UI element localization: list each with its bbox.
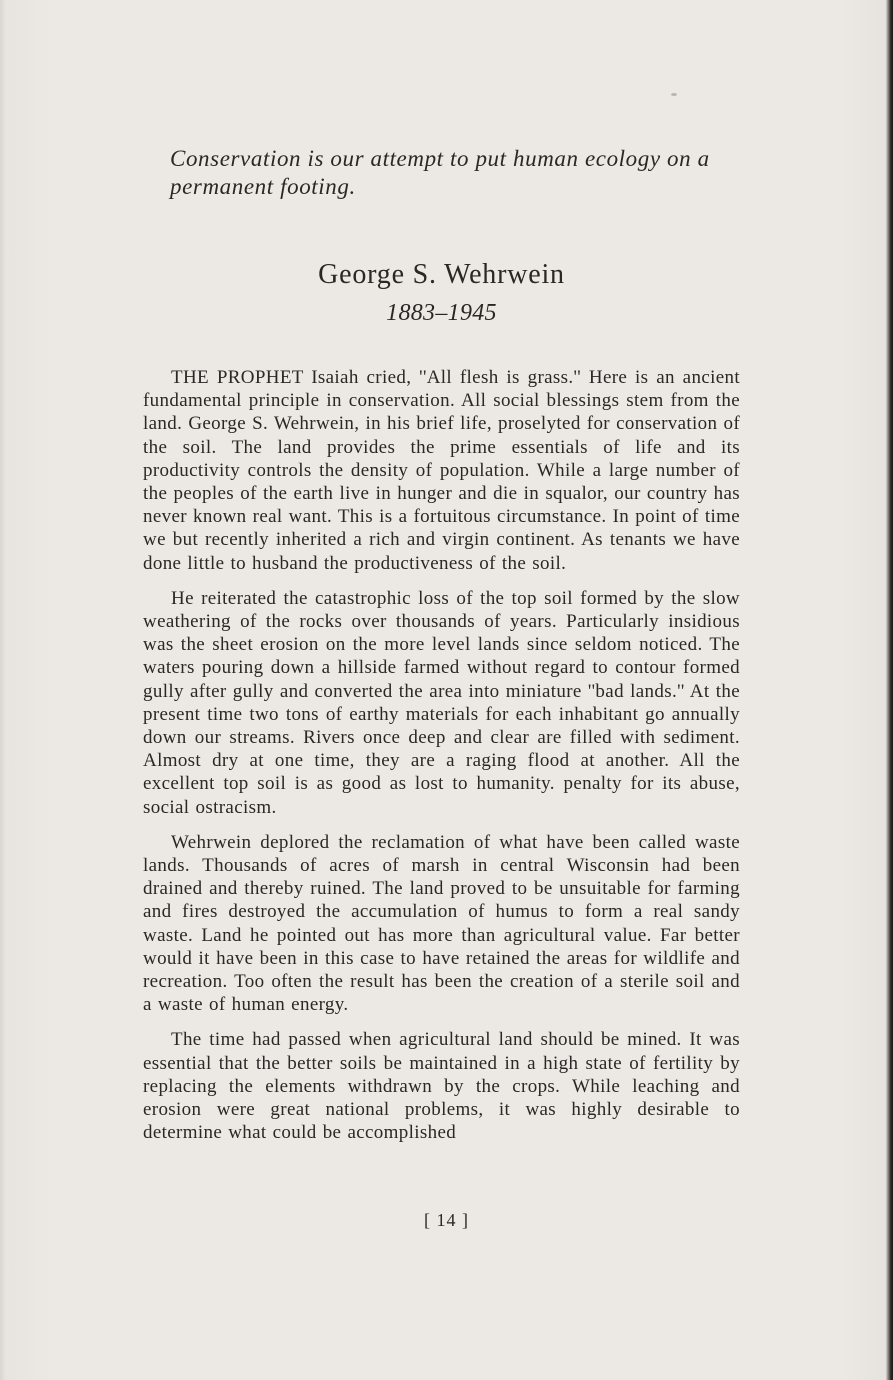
page-left-edge (0, 0, 6, 1380)
page-right-edge (886, 0, 893, 1380)
page-content (143, 140, 740, 1157)
biography-dates: 1883–1945 (386, 300, 497, 326)
biography-name: George S. Wehrwein (318, 259, 565, 290)
paragraph: THE PROPHET Isaiah cried, ''All flesh is grass.'' Here is an ancient fundamental principle in conservation. All social blessings stem from the land. George S. Wehrwein, in his brief life, proselyted for conservation of the soil. The land provides the prime essentials of life and its productivity controls the density of population. While a large number of the peoples of the earth live in hunger and die in squalor, our country has never known real want. This is a fortuitous circumstance. In point of time we but recently inherited a rich and virgin continent. As tenants we have done little to husband the productiveness of the soil. (143, 367, 740, 574)
paragraph: He reiterated the catastrophic loss of the top soil formed by the slow weathering of the rocks over thousands of years. Particularly insidious was the sheet erosion on the more level lands since seldom noticed. The waters pouring down a hillside farmed without regard to contour formed gully after gully and converted the area into miniature ''bad lands.'' At the present time two tons of earthy materials for each inhabitant go annually down our streams. Rivers once deep and clear are filled with sediment. Almost dry at one time, they are a raging flood at another. All the excellent top soil is as good as lost to humanity. penalty for its abuse, social ostracism. (143, 587, 740, 818)
paragraph: The time had passed when agricultural land should be mined. It was essential that the better soils be maintained in a high state of fertility by replacing the elements withdrawn by the crops. While leaching and erosion were great national problems, it was highly desirable to determine what could be accomplished (143, 1029, 740, 1144)
paper-speck (671, 93, 677, 96)
paragraph: Wehrwein deplored the reclamation of what have been called waste lands. Thousands of acres of marsh in central Wisconsin had been drained and thereby ruined. The land proved to be unsuitable for farming and fires destroyed the accumulation of humus to form a real sandy waste. Land he pointed out has more than agricultural value. Far better would it have been in this case to have retained the areas for wildlife and recreation. Too often the result has been the creation of a sterile soil and a waste of human energy. (143, 831, 740, 1016)
epigraph: Conservation is our attempt to put human ecology on a permanent footing. (170, 146, 710, 199)
body-text (143, 366, 740, 1145)
page-number: [ 14 ] (424, 1210, 469, 1230)
